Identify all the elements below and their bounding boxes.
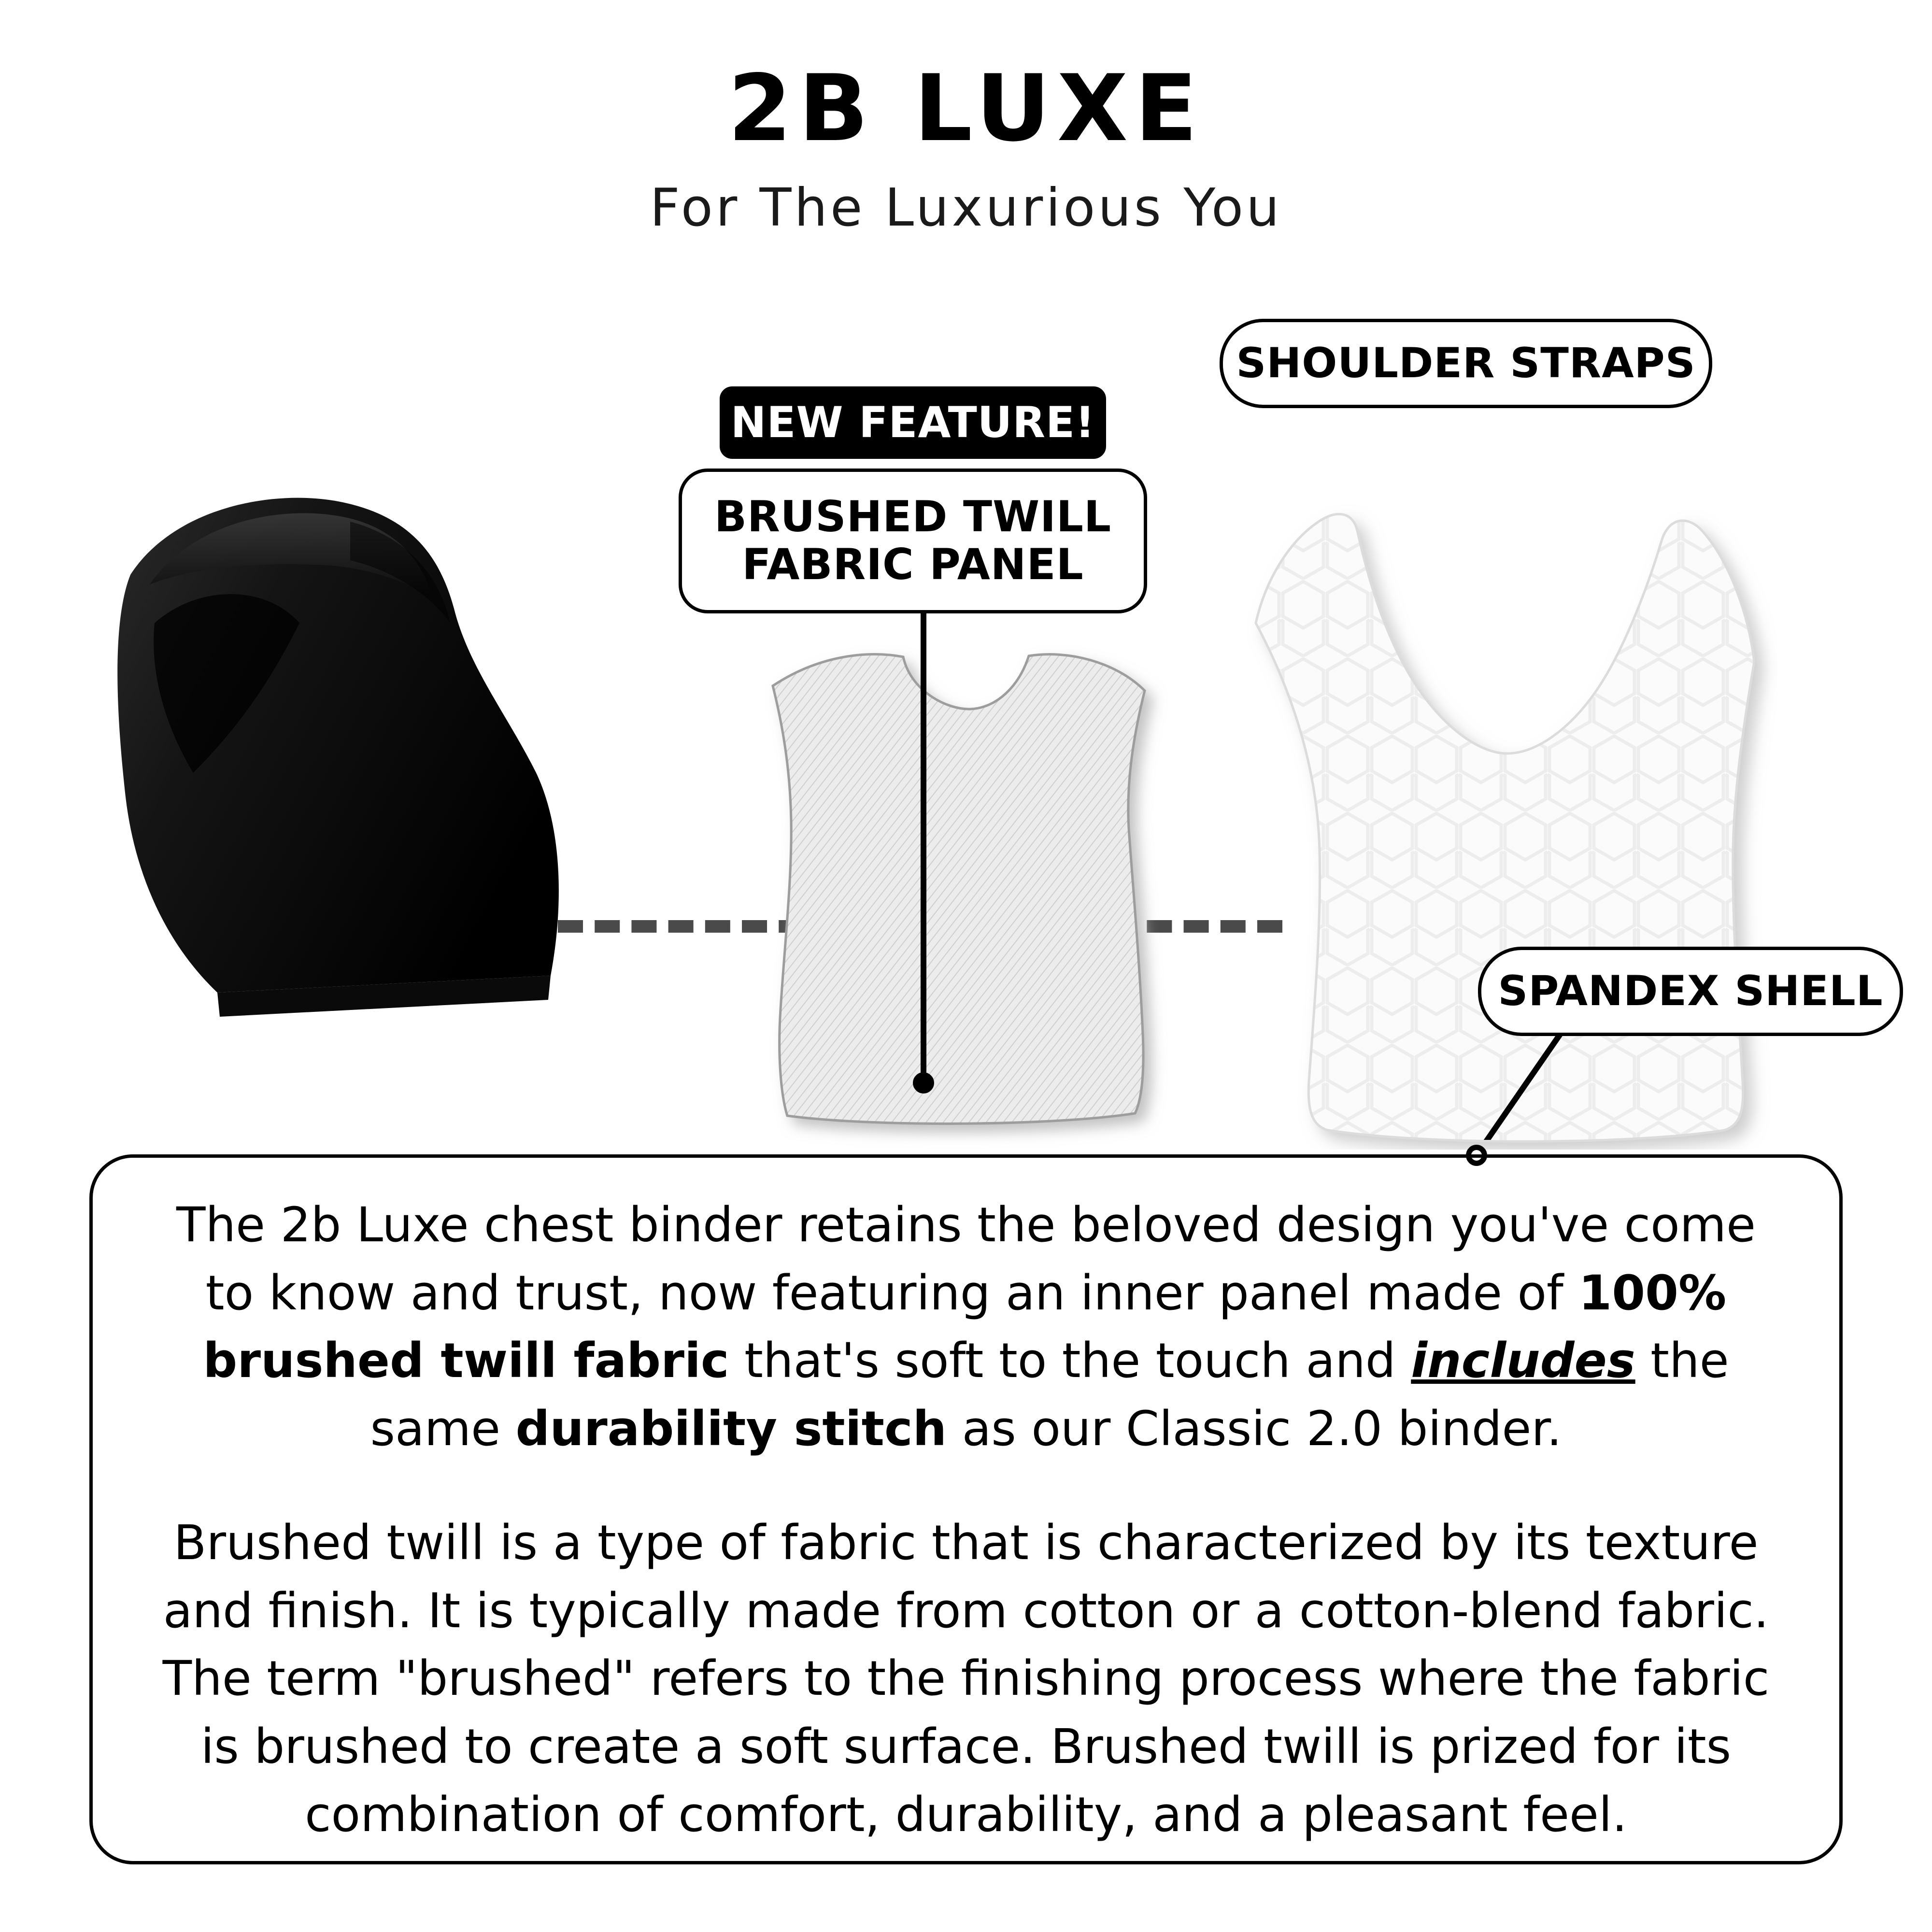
- description-panel: [89, 1154, 1843, 1864]
- callout-brushed-twill-fabric-panel: BRUSHED TWILL FABRIC PANEL: [679, 469, 1147, 613]
- description-paragraph-1: [151, 1192, 1781, 1463]
- desc-p1-seg1: The 2b Luxe chest binder retains the beloved design you've come to know and trust, now featuring an inner panel made of: [176, 1197, 1756, 1321]
- page-header: [0, 0, 1932, 238]
- desc-p1-underline: includes: [1411, 1333, 1635, 1389]
- desc-p1-seg4: as our Classic 2.0 binder.: [947, 1401, 1562, 1457]
- badge-new-feature: NEW FEATURE!: [720, 386, 1106, 459]
- desc-p1-bold1: 100% brushed twill fabric: [203, 1265, 1727, 1389]
- description-paragraph-2: Brushed twill is a type of fabric that is characterized by its texture and finish. It is typically made from cotton or a cotton-blend fabric. The term "brushed" refers to the finishing process where the fabric is brushed to create a soft surface. Brushed twill is prized for its combination of comfort, durability, and a pleasant feel.: [162, 1515, 1770, 1843]
- brand-title: 2B LUXE: [727, 55, 1205, 162]
- product-diagram: [0, 299, 1932, 1140]
- callout-shoulder-straps: SHOULDER STRAPS: [1220, 319, 1712, 408]
- desc-p1-bold2: durability stitch: [515, 1401, 947, 1457]
- brand-tagline: For The Luxurious You: [650, 178, 1282, 238]
- callout-spandex-shell: SPANDEX SHELL: [1478, 947, 1903, 1036]
- desc-p1-seg3: the same: [370, 1333, 1729, 1457]
- panel-callout-dot: [913, 1072, 934, 1094]
- desc-p1-seg2: that's soft to the touch and: [729, 1333, 1411, 1389]
